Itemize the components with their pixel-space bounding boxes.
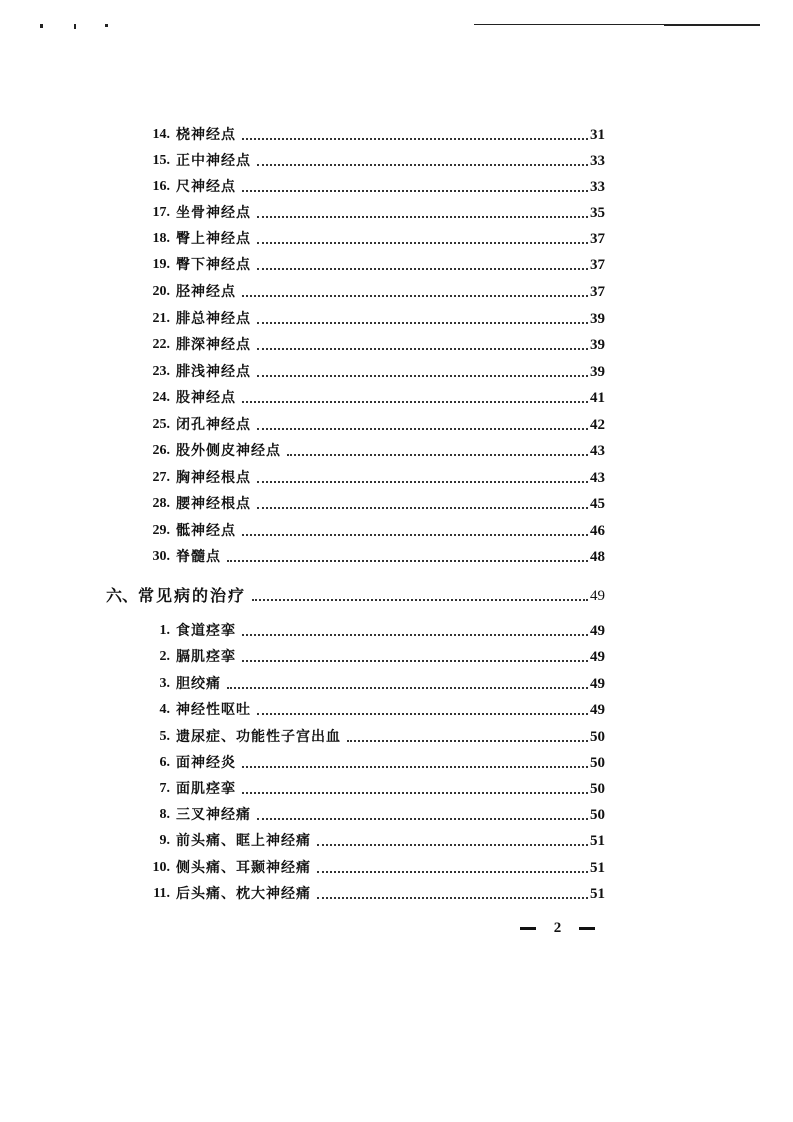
dot-leader (257, 322, 588, 324)
toc-entry[interactable] (140, 828, 605, 850)
toc-entry-number: 26. (152, 443, 170, 458)
toc-entry-number: 8. (159, 807, 170, 822)
toc-entry-title: 食道痉挛 (176, 623, 236, 639)
chapter-number: 六、 (106, 586, 139, 605)
toc-entry-number: 27. (152, 470, 170, 485)
toc-entry-number: 14. (152, 127, 170, 142)
toc-entry[interactable] (140, 802, 605, 824)
toc-entry-number: 20. (152, 284, 170, 299)
dot-leader (257, 164, 588, 166)
toc-entry[interactable] (140, 412, 605, 434)
toc-entry-page: 43 (590, 443, 605, 459)
dash-left (520, 927, 536, 930)
toc-entry-title: 正中神经点 (176, 153, 251, 169)
dot-leader (242, 401, 588, 403)
dot-leader (257, 268, 588, 270)
toc-entry-page: 49 (590, 676, 605, 692)
toc-entry-page: 51 (590, 860, 605, 876)
toc-entry-page: 48 (590, 549, 605, 565)
toc-entry-number: 18. (152, 231, 170, 246)
dot-leader (252, 599, 588, 601)
toc-entry-title: 坐骨神经点 (176, 205, 251, 221)
dot-leader (242, 190, 588, 192)
toc-entry-number: 25. (152, 417, 170, 432)
toc-entry-title: 遗尿症、功能性子宫出血 (176, 729, 341, 745)
toc-entry-title: 胆绞痛 (176, 676, 221, 692)
toc-entry-title: 胫神经点 (176, 284, 236, 300)
header-rule-thick (664, 24, 760, 26)
toc-entry[interactable] (140, 518, 605, 540)
toc-entry[interactable] (140, 644, 605, 666)
toc-entry[interactable] (140, 724, 605, 746)
dot-leader (257, 713, 588, 715)
toc-entry[interactable] (140, 697, 605, 719)
toc-entry[interactable] (140, 174, 605, 196)
chapter-title: 常见病的治疗 (138, 586, 247, 605)
toc-entry-page: 49 (590, 623, 605, 639)
toc-entry-number: 1. (159, 623, 170, 638)
toc-entry-number: 7. (159, 781, 170, 796)
chapter-page: 49 (590, 588, 605, 604)
toc-entry-number: 15. (152, 153, 170, 168)
toc-entry-title: 膈肌痉挛 (176, 649, 236, 665)
toc-entry-title: 面肌痉挛 (176, 781, 236, 797)
dot-leader (227, 687, 588, 689)
toc-entry[interactable] (140, 200, 605, 222)
toc-entry-page: 42 (590, 417, 605, 433)
dot-leader (257, 481, 588, 483)
toc-entry-number: 29. (152, 523, 170, 538)
toc-entry-number: 9. (159, 833, 170, 848)
toc-entry-page: 46 (590, 523, 605, 539)
toc-entry[interactable] (140, 544, 605, 566)
toc-entry-page: 37 (590, 257, 605, 273)
toc-entry-number: 16. (152, 179, 170, 194)
toc-entry-title: 腓深神经点 (176, 337, 251, 353)
toc-entry[interactable] (140, 671, 605, 693)
toc-entry-page: 39 (590, 364, 605, 380)
toc-entry-title: 尺神经点 (176, 179, 236, 195)
toc-entry-number: 23. (152, 364, 170, 379)
toc-entry-number: 28. (152, 496, 170, 511)
scan-artifact-mark (74, 24, 76, 29)
toc-entry-number: 22. (152, 337, 170, 352)
toc-entry-title: 桡神经点 (176, 127, 236, 143)
toc-entry-page: 50 (590, 807, 605, 823)
page-number: 2 (553, 919, 562, 936)
toc-entry-page: 51 (590, 833, 605, 849)
toc-entry-title: 腓总神经点 (176, 311, 251, 327)
toc-entry[interactable] (140, 491, 605, 513)
toc-entry-page: 33 (590, 179, 605, 195)
toc-entry-page: 43 (590, 470, 605, 486)
toc-entry-number: 21. (152, 311, 170, 326)
dot-leader (242, 295, 588, 297)
toc-entry-title: 神经性呕吐 (176, 702, 251, 718)
toc-entry-page: 35 (590, 205, 605, 221)
toc-entry-page: 41 (590, 390, 605, 406)
toc-entry-title: 三叉神经痛 (176, 807, 251, 823)
toc-entry[interactable] (140, 122, 605, 144)
dot-leader (257, 375, 588, 377)
dot-leader (227, 560, 588, 562)
toc-entry[interactable] (140, 618, 605, 640)
toc-entry-page: 37 (590, 231, 605, 247)
dot-leader (257, 507, 588, 509)
toc-entry-page: 49 (590, 702, 605, 718)
toc-entry[interactable] (140, 776, 605, 798)
toc-entry-title: 股外侧皮神经点 (176, 443, 281, 459)
toc-entry[interactable] (140, 332, 605, 354)
toc-entry-page: 39 (590, 311, 605, 327)
toc-entry[interactable] (140, 438, 605, 460)
toc-entry-number: 11. (153, 886, 170, 901)
dot-leader (257, 818, 588, 820)
toc-entry[interactable] (140, 465, 605, 487)
dot-leader (242, 660, 588, 662)
dot-leader (317, 871, 588, 873)
dot-leader (242, 766, 588, 768)
dot-leader (257, 348, 588, 350)
toc-entry[interactable] (140, 385, 605, 407)
toc-entry-title: 面神经炎 (176, 755, 236, 771)
toc-entry-number: 3. (159, 676, 170, 691)
dot-leader (287, 454, 588, 456)
toc-entry[interactable] (140, 881, 605, 903)
toc-entry-page: 50 (590, 781, 605, 797)
toc-entry-page: 39 (590, 337, 605, 353)
toc-entry-page: 50 (590, 729, 605, 745)
toc-entry-number: 10. (152, 860, 170, 875)
toc-entry-page: 37 (590, 284, 605, 300)
toc-entry[interactable] (140, 359, 605, 381)
toc-chapter-heading[interactable] (106, 583, 605, 605)
dot-leader (242, 534, 588, 536)
dot-leader (257, 216, 588, 218)
toc-entry-page: 49 (590, 649, 605, 665)
toc-entry-number: 5. (159, 729, 170, 744)
toc-entry-title: 腰神经根点 (176, 496, 251, 512)
toc-entry-page: 31 (590, 127, 605, 143)
toc-entry-title: 股神经点 (176, 390, 236, 406)
dot-leader (242, 792, 588, 794)
toc-entry-page: 50 (590, 755, 605, 771)
dot-leader (257, 428, 588, 430)
toc-entry-title: 臀上神经点 (176, 231, 251, 247)
dash-right (579, 927, 595, 930)
scan-artifact-mark (40, 24, 43, 28)
toc-entry-number: 24. (152, 390, 170, 405)
toc-entry-title: 脊髓点 (176, 549, 221, 565)
toc-entry-title: 侧头痛、耳颞神经痛 (176, 860, 311, 876)
toc-entry-title: 腓浅神经点 (176, 364, 251, 380)
toc-entry-number: 2. (159, 649, 170, 664)
toc-entry-number: 4. (159, 702, 170, 717)
toc-entry-number: 6. (159, 755, 170, 770)
toc-entry[interactable] (140, 226, 605, 248)
toc-entry-page: 51 (590, 886, 605, 902)
dot-leader (347, 740, 588, 742)
toc-entry-page: 45 (590, 496, 605, 512)
dot-leader (242, 634, 588, 636)
toc-entry-number: 30. (152, 549, 170, 564)
scan-artifact-mark (105, 24, 108, 27)
toc-entry[interactable] (140, 306, 605, 328)
toc-entry-title: 闭孔神经点 (176, 417, 251, 433)
toc-entry[interactable] (140, 252, 605, 274)
toc-entry-title: 前头痛、眶上神经痛 (176, 833, 311, 849)
dot-leader (242, 138, 588, 140)
dot-leader (257, 242, 588, 244)
toc-entry[interactable] (140, 855, 605, 877)
toc-entry[interactable] (140, 148, 605, 170)
toc-entry-title: 骶神经点 (176, 523, 236, 539)
toc-entry-page: 33 (590, 153, 605, 169)
toc-entry-number: 19. (152, 257, 170, 272)
toc-entry-title: 胸神经根点 (176, 470, 251, 486)
page-number-footer (520, 918, 595, 938)
dot-leader (317, 844, 588, 846)
dot-leader (317, 897, 588, 899)
toc-entry[interactable] (140, 750, 605, 772)
toc-entry-number: 17. (152, 205, 170, 220)
toc-entry-title: 后头痛、枕大神经痛 (176, 886, 311, 902)
toc-entry-title: 臀下神经点 (176, 257, 251, 273)
toc-entry[interactable] (140, 279, 605, 301)
